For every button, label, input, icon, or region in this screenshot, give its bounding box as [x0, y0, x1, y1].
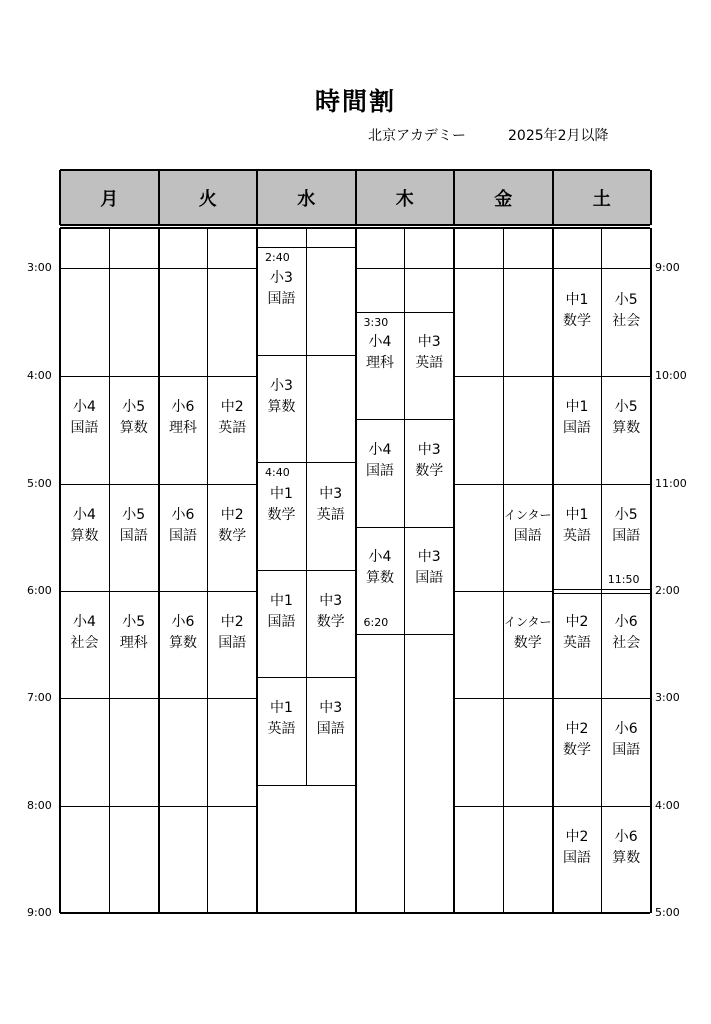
- class-subject: 社会: [70, 635, 99, 651]
- time-label-saturday: 4:00: [655, 799, 680, 812]
- class-subject: 数学: [267, 507, 296, 523]
- class-cell: [405, 332, 454, 374]
- time-label-weekday: 6:00: [27, 584, 52, 597]
- thu-start-time: 3:30: [363, 316, 389, 329]
- class-grade: 小4: [73, 399, 96, 415]
- hour-line: [553, 806, 652, 807]
- class-subject: 理科: [169, 420, 197, 436]
- school-name: 北京アカデミー: [368, 128, 466, 144]
- header-divider: [256, 170, 258, 225]
- class-grade: 小4: [368, 442, 392, 458]
- class-subject: 理科: [119, 635, 148, 651]
- class-subject: 英語: [563, 635, 591, 651]
- class-cell: [109, 397, 158, 439]
- class-grade: 小5: [614, 292, 638, 308]
- header-tuesday: 火: [159, 170, 258, 225]
- class-grade: 小5: [122, 614, 146, 630]
- class-cell: [257, 376, 306, 418]
- class-grade: 小4: [368, 549, 392, 565]
- class-subject: 英語: [415, 355, 444, 371]
- class-subject: 数学: [415, 463, 444, 479]
- hour-line: [159, 484, 258, 485]
- hour-line: [159, 591, 258, 592]
- class-subject: 国語: [70, 420, 99, 436]
- class-cell: [208, 505, 257, 547]
- class-cell: [208, 612, 257, 654]
- class-cell: [306, 591, 355, 633]
- block-line: [257, 462, 356, 463]
- block-line: [257, 355, 356, 356]
- hour-line: [60, 591, 159, 592]
- hour-line: [454, 591, 553, 592]
- class-grade: 小3: [270, 378, 293, 394]
- class-subject: 社会: [612, 313, 641, 329]
- hour-line: [60, 376, 159, 377]
- class-grade: 中2: [565, 829, 589, 845]
- hour-line: [60, 268, 159, 269]
- class-grade: 小6: [171, 614, 195, 630]
- header-monday: 月: [60, 170, 159, 225]
- header-thursday: 木: [356, 170, 455, 225]
- class-grade: 小5: [614, 507, 638, 523]
- hour-line: [356, 268, 455, 269]
- wed-start-time: 2:40: [265, 251, 290, 264]
- hour-line: [553, 268, 652, 269]
- class-grade: 中2: [220, 399, 244, 415]
- header-divider: [453, 170, 455, 225]
- block-line: [356, 419, 455, 420]
- class-cell: [553, 397, 602, 439]
- wed-mid-time: 4:40: [265, 466, 290, 479]
- time-label-saturday: 3:00: [655, 691, 680, 704]
- class-subject: 英語: [316, 507, 345, 523]
- class-grade: 小6: [171, 399, 195, 415]
- class-cell: [356, 332, 405, 374]
- class-cell: [503, 612, 552, 654]
- class-subject: 数学: [563, 313, 591, 329]
- class-subject: 数学: [218, 528, 247, 544]
- class-cell: [306, 484, 355, 526]
- class-grade: 中1: [270, 700, 293, 716]
- class-grade: 中3: [319, 593, 343, 609]
- class-cell: [405, 547, 454, 589]
- hour-line: [60, 698, 159, 699]
- class-subject: 国語: [415, 570, 444, 586]
- day-divider: [158, 228, 160, 913]
- page-title: 時間割: [314, 87, 396, 116]
- class-cell: [602, 612, 651, 654]
- hour-line: [60, 806, 159, 807]
- class-subject: 国語: [267, 291, 296, 307]
- class-grade: 中2: [220, 507, 244, 523]
- class-cell: [60, 612, 109, 654]
- break-line: [553, 593, 652, 594]
- class-grade: 小4: [73, 614, 96, 630]
- class-subject: 英語: [267, 721, 296, 737]
- day-divider: [59, 228, 61, 913]
- class-cell: [553, 505, 602, 547]
- header-friday: 金: [454, 170, 553, 225]
- class-subject: 国語: [563, 850, 591, 866]
- class-cell: [356, 440, 405, 482]
- class-cell: [553, 612, 602, 654]
- time-label-weekday: 5:00: [27, 477, 52, 490]
- class-subject: 国語: [119, 528, 148, 544]
- class-grade: インター: [503, 508, 552, 522]
- class-cell: [109, 505, 158, 547]
- class-subject: 社会: [612, 635, 641, 651]
- class-cell: [602, 290, 651, 332]
- class-grade: 小6: [614, 614, 638, 630]
- header-divider: [355, 170, 357, 225]
- class-grade: 中2: [565, 614, 589, 630]
- class-grade: 中3: [319, 486, 343, 502]
- class-grade: 小5: [122, 507, 146, 523]
- class-cell: [159, 397, 208, 439]
- class-subject: 国語: [612, 528, 641, 544]
- class-grade: 小6: [171, 507, 195, 523]
- class-subject: 国語: [316, 721, 345, 737]
- class-cell: [257, 268, 306, 310]
- class-subject: 算数: [119, 420, 148, 436]
- hour-line: [553, 484, 652, 485]
- class-grade: 小3: [270, 270, 293, 286]
- class-subject: 数学: [316, 614, 345, 630]
- class-subject: 国語: [612, 742, 641, 758]
- hour-line: [159, 698, 258, 699]
- class-subject: 国語: [169, 528, 197, 544]
- class-grade: 中1: [565, 292, 589, 308]
- class-subject: 理科: [366, 355, 394, 371]
- time-label-weekday: 4:00: [27, 369, 52, 382]
- block-line: [257, 785, 356, 786]
- hour-line: [454, 268, 553, 269]
- hour-line: [454, 484, 553, 485]
- class-subject: 算数: [70, 528, 99, 544]
- block-line: [356, 527, 455, 528]
- class-grade: 中3: [417, 549, 441, 565]
- class-cell: [208, 397, 257, 439]
- class-cell: [503, 505, 552, 547]
- class-cell: [257, 591, 306, 633]
- hour-line: [553, 376, 652, 377]
- class-grade: 小6: [614, 721, 638, 737]
- class-cell: [602, 397, 651, 439]
- class-subject: 算数: [366, 570, 394, 586]
- hour-line: [159, 376, 258, 377]
- class-cell: [159, 612, 208, 654]
- class-subject: 英語: [218, 420, 247, 436]
- time-label-weekday: 7:00: [27, 691, 52, 704]
- time-label-saturday: 2:00: [655, 584, 680, 597]
- break-line: [553, 589, 652, 590]
- class-subject: 国語: [267, 614, 296, 630]
- sub-divider: [207, 228, 208, 913]
- hour-line: [553, 698, 652, 699]
- class-grade: 中2: [220, 614, 244, 630]
- class-cell: [257, 484, 306, 526]
- class-cell: [602, 827, 651, 869]
- effective-date: 2025年2月以降: [508, 128, 609, 144]
- header-divider: [650, 170, 652, 225]
- block-line: [257, 677, 356, 678]
- class-cell: [602, 505, 651, 547]
- class-cell: [159, 505, 208, 547]
- class-subject: 数学: [513, 635, 542, 651]
- class-subject: 国語: [366, 463, 394, 479]
- class-grade: 小5: [614, 399, 638, 415]
- class-grade: 小6: [614, 829, 638, 845]
- class-grade: 中2: [565, 721, 589, 737]
- class-grade: 小5: [122, 399, 146, 415]
- header-saturday: 土: [553, 170, 652, 225]
- class-cell: [553, 827, 602, 869]
- class-subject: 数学: [563, 742, 591, 758]
- class-subject: 算数: [612, 850, 641, 866]
- sub-divider: [503, 228, 504, 913]
- class-subject: 算数: [267, 399, 296, 415]
- class-subject: 英語: [563, 528, 591, 544]
- class-grade: 小4: [73, 507, 96, 523]
- hour-line: [454, 376, 553, 377]
- time-label-weekday: 3:00: [27, 261, 52, 274]
- class-grade: 中3: [417, 442, 441, 458]
- block-line: [356, 634, 455, 635]
- hour-line: [159, 268, 258, 269]
- class-grade: 中1: [270, 486, 293, 502]
- class-subject: 国語: [513, 528, 542, 544]
- sat-break-time: 11:50: [607, 573, 640, 586]
- header-wednesday: 水: [257, 170, 356, 225]
- class-grade: インター: [503, 615, 552, 629]
- class-cell: [306, 698, 355, 740]
- hour-line: [60, 484, 159, 485]
- class-cell: [60, 505, 109, 547]
- block-line: [356, 312, 455, 313]
- class-cell: [109, 612, 158, 654]
- class-subject: 算数: [169, 635, 197, 651]
- class-grade: 中3: [417, 334, 441, 350]
- class-grade: 小4: [368, 334, 392, 350]
- class-cell: [257, 698, 306, 740]
- class-cell: [553, 719, 602, 761]
- class-subject: 国語: [218, 635, 247, 651]
- hour-line: [454, 698, 553, 699]
- time-label-saturday: 5:00: [655, 906, 680, 919]
- time-label-saturday: 9:00: [655, 261, 680, 274]
- sub-divider: [109, 228, 110, 913]
- hour-line: [159, 806, 258, 807]
- header-divider: [552, 170, 554, 225]
- class-cell: [356, 547, 405, 589]
- thu-end-time: 6:20: [363, 616, 389, 629]
- day-divider: [256, 228, 258, 913]
- class-subject: 国語: [563, 420, 591, 436]
- hour-line: [454, 806, 553, 807]
- time-label-weekday: 9:00: [27, 906, 52, 919]
- class-subject: 算数: [612, 420, 641, 436]
- class-cell: [553, 290, 602, 332]
- class-cell: [405, 440, 454, 482]
- time-label-weekday: 8:00: [27, 799, 52, 812]
- header-divider: [158, 170, 160, 225]
- class-cell: [602, 719, 651, 761]
- class-cell: [60, 397, 109, 439]
- block-line: [257, 247, 356, 248]
- class-grade: 中3: [319, 700, 343, 716]
- class-grade: 中1: [565, 507, 589, 523]
- block-line: [257, 570, 356, 571]
- header-divider: [59, 170, 61, 225]
- time-label-saturday: 10:00: [655, 369, 687, 382]
- class-grade: 中1: [270, 593, 293, 609]
- class-grade: 中1: [565, 399, 589, 415]
- time-label-saturday: 11:00: [655, 477, 687, 490]
